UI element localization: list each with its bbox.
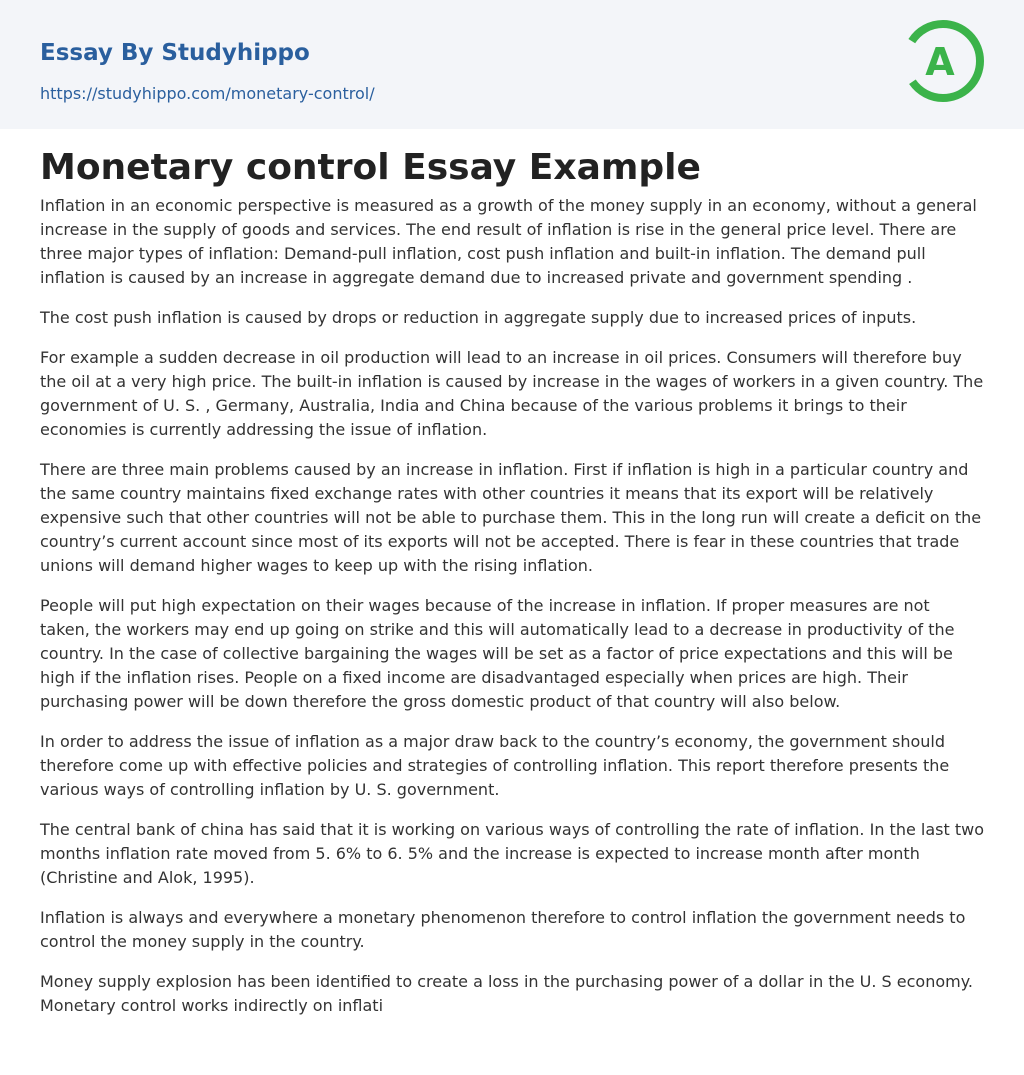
paragraph-1: Inflation in an economic perspective is measured as a growth of the money supply in an economy, without a general increase in the supply of goods and services. The end result of inflation is rise in the general price level. There are three major types of inflation: Demand-pull inflation, cost push inflation and built-in inflation. The demand pull inflation is caused by an increase in aggregate demand due to increased private and government spending .: [40, 196, 977, 287]
paragraph-4: There are three main problems caused by an increase in inflation. First if inflation is high in a particular country and the same country maintains fixed exchange rates with other countries it means that its export will be relatively expensive such that other countries will not be able to purchase them. This in the long run will create a deficit on the country’s current account since most of its exports will not be accepted. There is fear in these countries that trade unions will demand higher wages to keep up with the rising inflation.: [40, 460, 982, 575]
studyhippo-logo-icon[interactable]: [900, 18, 986, 104]
essay-url-link[interactable]: https://studyhippo.com/monetary-control/: [40, 84, 375, 103]
paragraph-7: The central bank of china has said that it is working on various ways of controlling the rate of inflation. In the last two months inflation rate moved from 5. 6% to 6. 5% and the increase is expected to increase month after month (Christine and Alok, 1995).: [40, 820, 984, 887]
site-header: [0, 0, 1024, 129]
paragraph-3: For example a sudden decrease in oil production will lead to an increase in oil prices. Consumers will therefore buy the oil at a very high price. The built-in inflation is caused by increase in the wages of workers in a given country. The government of U. S. , Germany, Australia, India and China because of the various problems it brings to their economies is currently addressing the issue of inflation.: [40, 348, 984, 439]
paragraph-2: The cost push inflation is caused by drops or reduction in aggregate supply due to increased prices of inputs.: [40, 308, 917, 327]
paragraph-8: Inflation is always and everywhere a monetary phenomenon therefore to control inflation the government needs to control the money supply in the country.: [40, 908, 966, 951]
logo-letter: A: [925, 40, 955, 84]
paragraph-5: People will put high expectation on their wages because of the increase in inflation. If proper measures are not taken, the workers may end up going on strike and this will automatically lead to a decrease in productivity of the country. In the case of collective bargaining the wages will be set as a factor of price expectations and this will be high if the inflation rises. People on a fixed income are disadvantaged especially when prices are high. Their purchasing power will be down therefore the gross domestic product of that country will also below.: [40, 596, 955, 711]
page-title: Monetary control Essay Example: [40, 147, 701, 188]
site-brand[interactable]: Essay By Studyhippo: [40, 40, 310, 66]
paragraph-9: Money supply explosion has been identified to create a loss in the purchasing power of a dollar in the U. S economy. Monetary control works indirectly on inflati: [40, 972, 973, 1015]
essay-content: [0, 129, 1024, 1018]
paragraph-6: In order to address the issue of inflation as a major draw back to the country’s economy, the government should therefore come up with effective policies and strategies of controlling inflation. This report therefore presents the various ways of controlling inflation by U. S. government.: [40, 732, 950, 799]
